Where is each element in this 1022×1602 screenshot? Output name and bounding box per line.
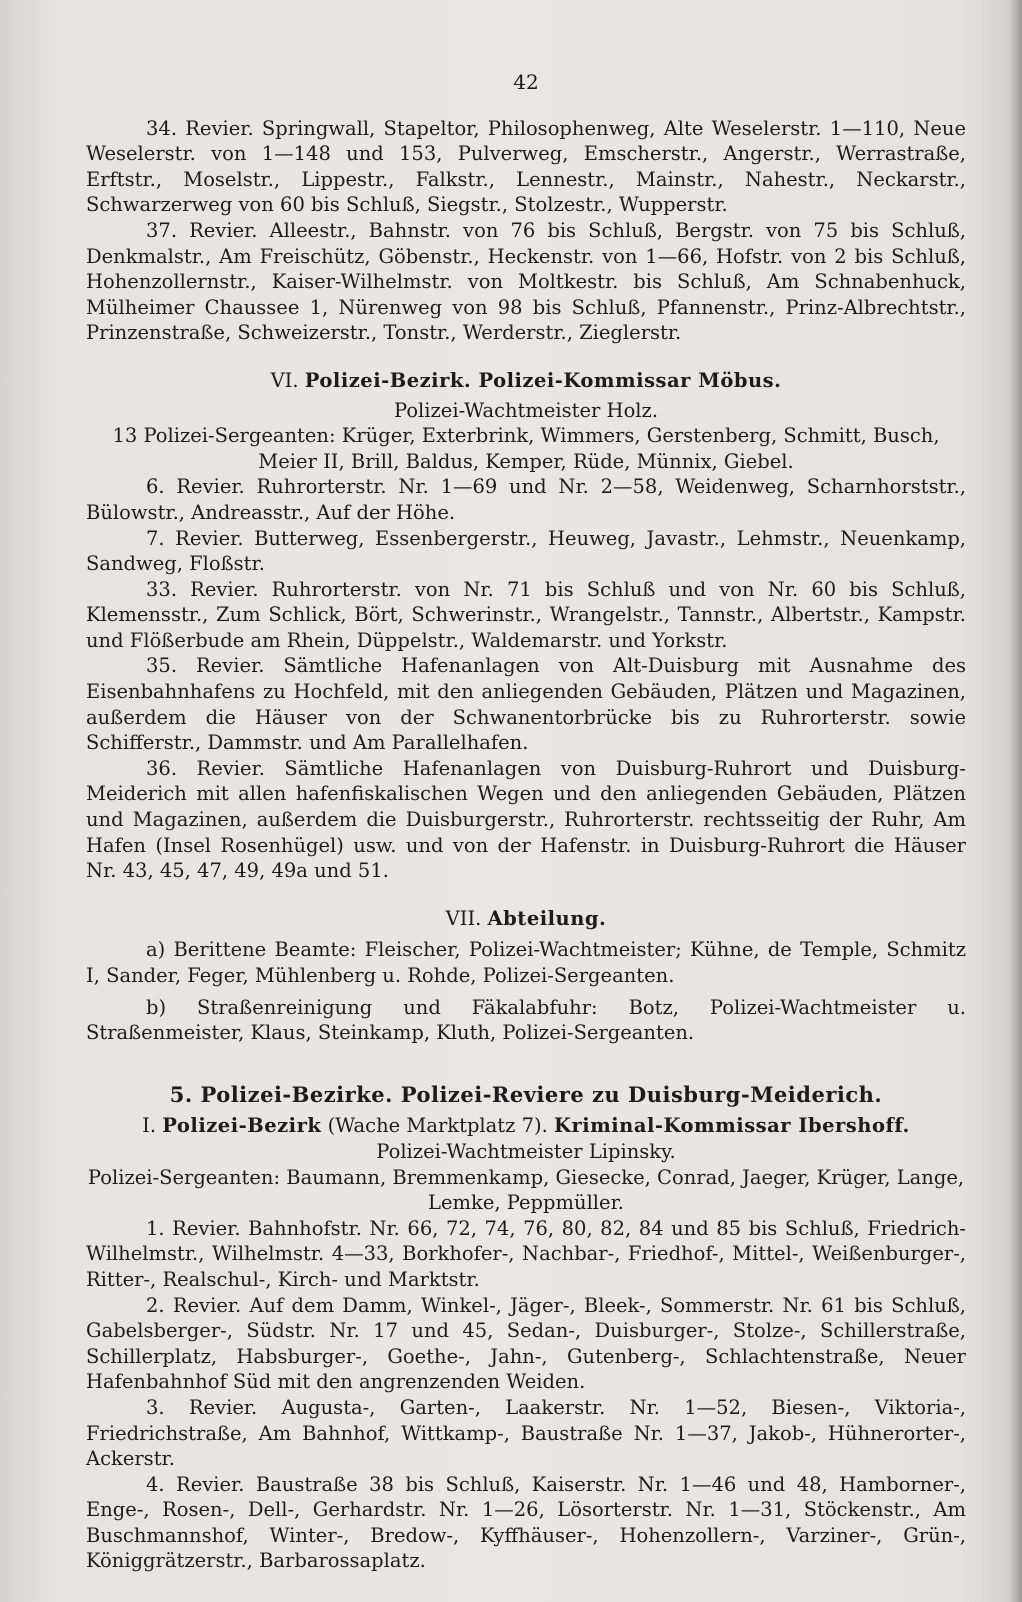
sergeants-list: 13 Polizei-Sergeanten: Krüger, Exterbrink, Wimmers, Gerstenberg, Schmitt, Busch, Meier II, Brill, Baldus, Kemper, Rüde, Münnix, Giebel. <box>112 424 940 473</box>
revier-entry: 34. Revier. Springwall, Stapeltor, Philosophenweg, Alte Weselerstr. 1—110, Neue Weselerstr. von 1—148 und 153, Pulverweg, Emscherstr., Angerstr., Werrastraße, Erftstr., Moselstr., Lippestr., Falkstr., Lennestr., Mainstr., Nahestr., Neckarstr., Schwarzerweg von 60 bis Schluß, Siegstr., Stolzestr., Wupperstr. <box>86 116 966 217</box>
section-title: Polizei-Bezirk. Polizei-Kommissar Möbus. <box>304 368 782 392</box>
page-number: 42 <box>513 70 539 94</box>
bezirk-wache: (Wache Marktplatz 7). <box>327 1114 548 1138</box>
bezirk-title: Polizei-Bezirk <box>162 1114 322 1138</box>
abteilung-b: b) Straßenreinigung und Fäkalabfuhr: Botz, Polizei-Wachtmeister u. Straßenmeister, Klaus, Steinkamp, Kluth, Polizei-Sergeanten. <box>86 995 966 1045</box>
page-edge-shadow <box>1010 0 1022 1602</box>
wachtmeister-line: Polizei-Wachtmeister Lipinsky. <box>376 1139 676 1163</box>
revier-entry: 3. Revier. Augusta-, Garten-, Laakerstr. Nr. 1—52, Biesen-, Viktoria-, Friedrichstraße, Am Bahnhof, Wittkamp-, Baustraße Nr. 1—37, Jakob-, Hühnerorter-, Ackerstr. <box>86 1395 966 1471</box>
section-title: Abteilung. <box>487 906 607 930</box>
section-number: VII. <box>445 906 482 930</box>
abteilung-a: a) Berittene Beamte: Fleischer, Polizei-Wachtmeister; Kühne, de Temple, Schmitz I, Sander, Feger, Mühlenberg u. Rohde, Polizei-Sergeanten. <box>86 938 966 987</box>
revier-entry: 33. Revier. Ruhrorterstr. von Nr. 71 bis Schluß und von Nr. 60 bis Schluß, Klemensstr., Zum Schlick, Bört, Schwerinstr., Wrangelstr., Tannstr., Albertstr., Kampstr. und Flößerbude am Rhein, Düppelstr., Waldemarstr. und Yorkstr. <box>86 577 966 652</box>
revier-entry: 35. Revier. Sämtliche Hafenanlagen von Alt-Duisburg mit Ausnahme des Eisenbahnhafens zu Hochfeld, mit den anliegenden Gebäuden, Plätzen und Magazinen, außerdem die Häuser von der Schwanentorbrücke bis zu Ruhrorterstr. sowie Schifferstr., Dammstr. und Am Parallelhafen. <box>86 654 966 755</box>
sergeants-list: Polizei-Sergeanten: Baumann, Bremmenkamp, Giesecke, Conrad, Jaeger, Krüger, Lange, Lemke, Peppmüller. <box>87 1165 965 1215</box>
section-heading-vii <box>86 906 966 932</box>
revier-entry: 36. Revier. Sämtliche Hafenanlagen von Duisburg-Ruhrort und Duisburg-Meiderich mit allen hafenfiskalischen Wegen und den anliegenden Gebäuden, Plätzen und Magazinen, außerdem die Duisburgerstr., Ruhrorterstr. rechtsseitig der Ruhr, Am Hafen (Insel Rosenhügel) usw. und von der Hafenstr. in Duisburg-Ruhrort die Häuser Nr. 43, 45, 47, 49, 49a und 51. <box>86 756 966 883</box>
chapter-heading: 5. Polizei-Bezirke. Polizei-Reviere zu Duisburg-Meiderich. <box>169 1081 883 1107</box>
revier-entry: 6. Revier. Ruhrorterstr. Nr. 1—69 und Nr. 2—58, Weidenweg, Scharnhorststr., Bülowstr., Andreasstr., Auf der Höhe. <box>86 475 966 524</box>
revier-entry: 4. Revier. Baustraße 38 bis Schluß, Kaiserstr. Nr. 1—46 und 48, Hamborner-, Enge-, Rosen-, Dell-, Gerhardstr. Nr. 1—26, Lösorterstr. Nr. 1—31, Stöckenstr., Am Buschmannshof, Winter-, Bredow-, Kyffhäuser-, Hohenzollern-, Varziner-, Grün-, Königgrätzerstr., Barbarossaplatz. <box>86 1472 966 1573</box>
section-number: VI. <box>270 368 299 392</box>
revier-entry: 37. Revier. Alleestr., Bahnstr. von 76 bis Schluß, Bergstr. von 75 bis Schluß, Denkmalstr., Am Freischütz, Göbenstr., Heckenstr. von 1—66, Hofstr. von 2 bis Schluß, Hohenzollernstr., Kaiser-Wilhelmstr. von Moltkestr. bis Schluß, Am Schnabenhuck, Mülheimer Chaussee 1, Nürenweg von 98 bis Schluß, Pfannenstr., Prinz-Albrechtstr., Prinzenstraße, Schweizerstr., Tonstr., Werderstr., Zieglerstr. <box>86 218 966 345</box>
bezirk-heading <box>86 1113 966 1139</box>
revier-entry: 1. Revier. Bahnhofstr. Nr. 66, 72, 74, 76, 80, 82, 84 und 85 bis Schluß, Friedrich-Wilhelmstr., Wilhelmstr. 4—33, Borkhofer-, Nachbar-, Friedhof-, Mittel-, Weißenburger-, Ritter-, Realschul-, Kirch- und Marktstr. <box>86 1216 966 1291</box>
section-heading-vi <box>86 368 966 394</box>
bezirk-number: I. <box>142 1114 157 1138</box>
revier-entry: 2. Revier. Auf dem Damm, Winkel-, Jäger-, Bleek-, Sommerstr. Nr. 61 bis Schluß, Gabelsberger-, Südstr. Nr. 17 und 45, Sedan-, Duisburger-, Stolze-, Schillerstraße, Schillerplatz, Habsburger-, Goethe-, Jahn-, Gutenberg-, Schlachtenstraße, Neuer Hafenbahnhof Süd mit den angrenzenden Weiden. <box>86 1293 966 1394</box>
page-content <box>86 70 966 1574</box>
revier-entry: 7. Revier. Butterweg, Essenbergerstr., Heuweg, Javastr., Lehmstr., Neuenkamp, Sandweg, Floßstr. <box>86 526 966 576</box>
wachtmeister-line: Polizei-Wachtmeister Holz. <box>393 398 659 422</box>
bezirk-kommissar: Kriminal-Kommissar Ibershoff. <box>554 1114 910 1138</box>
